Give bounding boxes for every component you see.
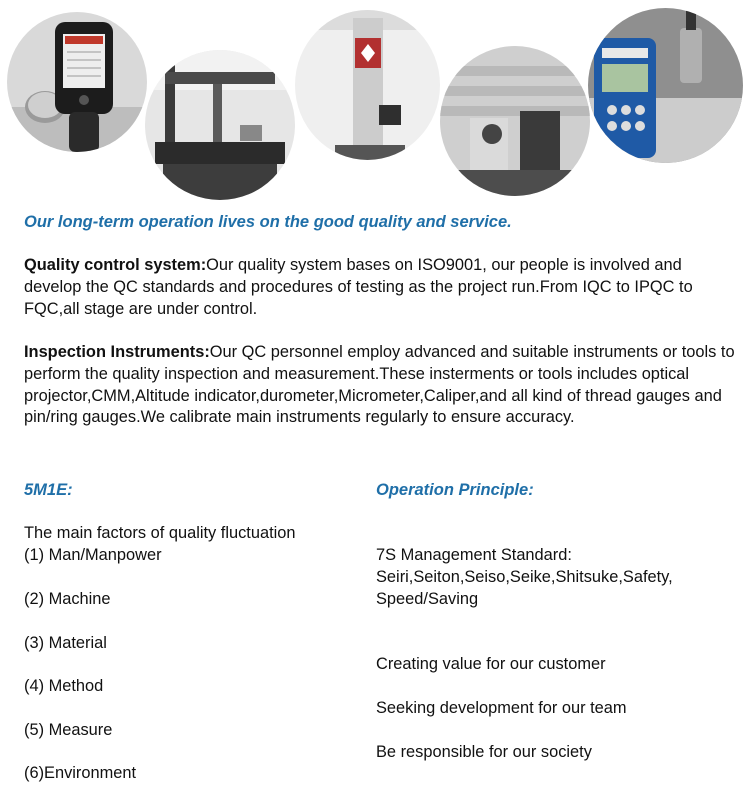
principle-value: Seeking development for our team [376,699,627,717]
tagline: Our long-term operation lives on the good quality and service. [24,213,512,231]
principle-value: Creating value for our customer [376,655,606,673]
height-gauge-photo [295,10,440,160]
seven-s-line-2: Speed/Saving [376,590,479,608]
inspection-text: Our QC personnel employ advanced and suitable instruments or tools to perform the quality inspection and measurement.These insterments or tools includes optical projector,CMM,Altitude indicator,durometer,Micrometer,Caliper,and all kind of thread gauges and pin/ring gauges.We calibrate main instruments regularly to ensure accuracy. [24,343,735,427]
principle-value: Be responsible for our society [376,743,592,761]
seven-s-title: 7S Management Standard: [376,546,572,564]
thickness-gauge-photo [588,8,743,163]
cmm-machine-photo [145,50,295,200]
factor-item: (3) Material [24,634,107,652]
factor-item: (6)Environment [24,764,137,782]
factor-item: (5) Measure [24,721,113,739]
quality-control-text: Our quality system bases on ISO9001, our people is involved and develop the QC standards and procedures of testing as the project run.From IQC to IPQC to FQC,all stage are under control. [24,256,693,318]
seven-s-line-1: Seiri,Seiton,Seiso,Seike,Shitsuke,Safety, [376,568,673,586]
five-m-one-e-heading: 5M1E: [24,481,73,499]
handheld-tester-photo [7,12,147,152]
hardness-tester-photo [440,46,590,196]
inspection-paragraph [24,342,736,429]
factor-item: (2) Machine [24,590,111,608]
factor-item: (1) Man/Manpower [24,546,162,564]
operation-principle-heading: Operation Principle: [376,481,534,499]
factor-item: (4) Method [24,677,104,695]
quality-control-label: Quality control system: [24,256,207,274]
five-m-one-e-intro: The main factors of quality fluctuation [24,524,296,542]
inspection-label: Inspection Instruments: [24,343,210,361]
quality-control-paragraph [24,255,736,320]
